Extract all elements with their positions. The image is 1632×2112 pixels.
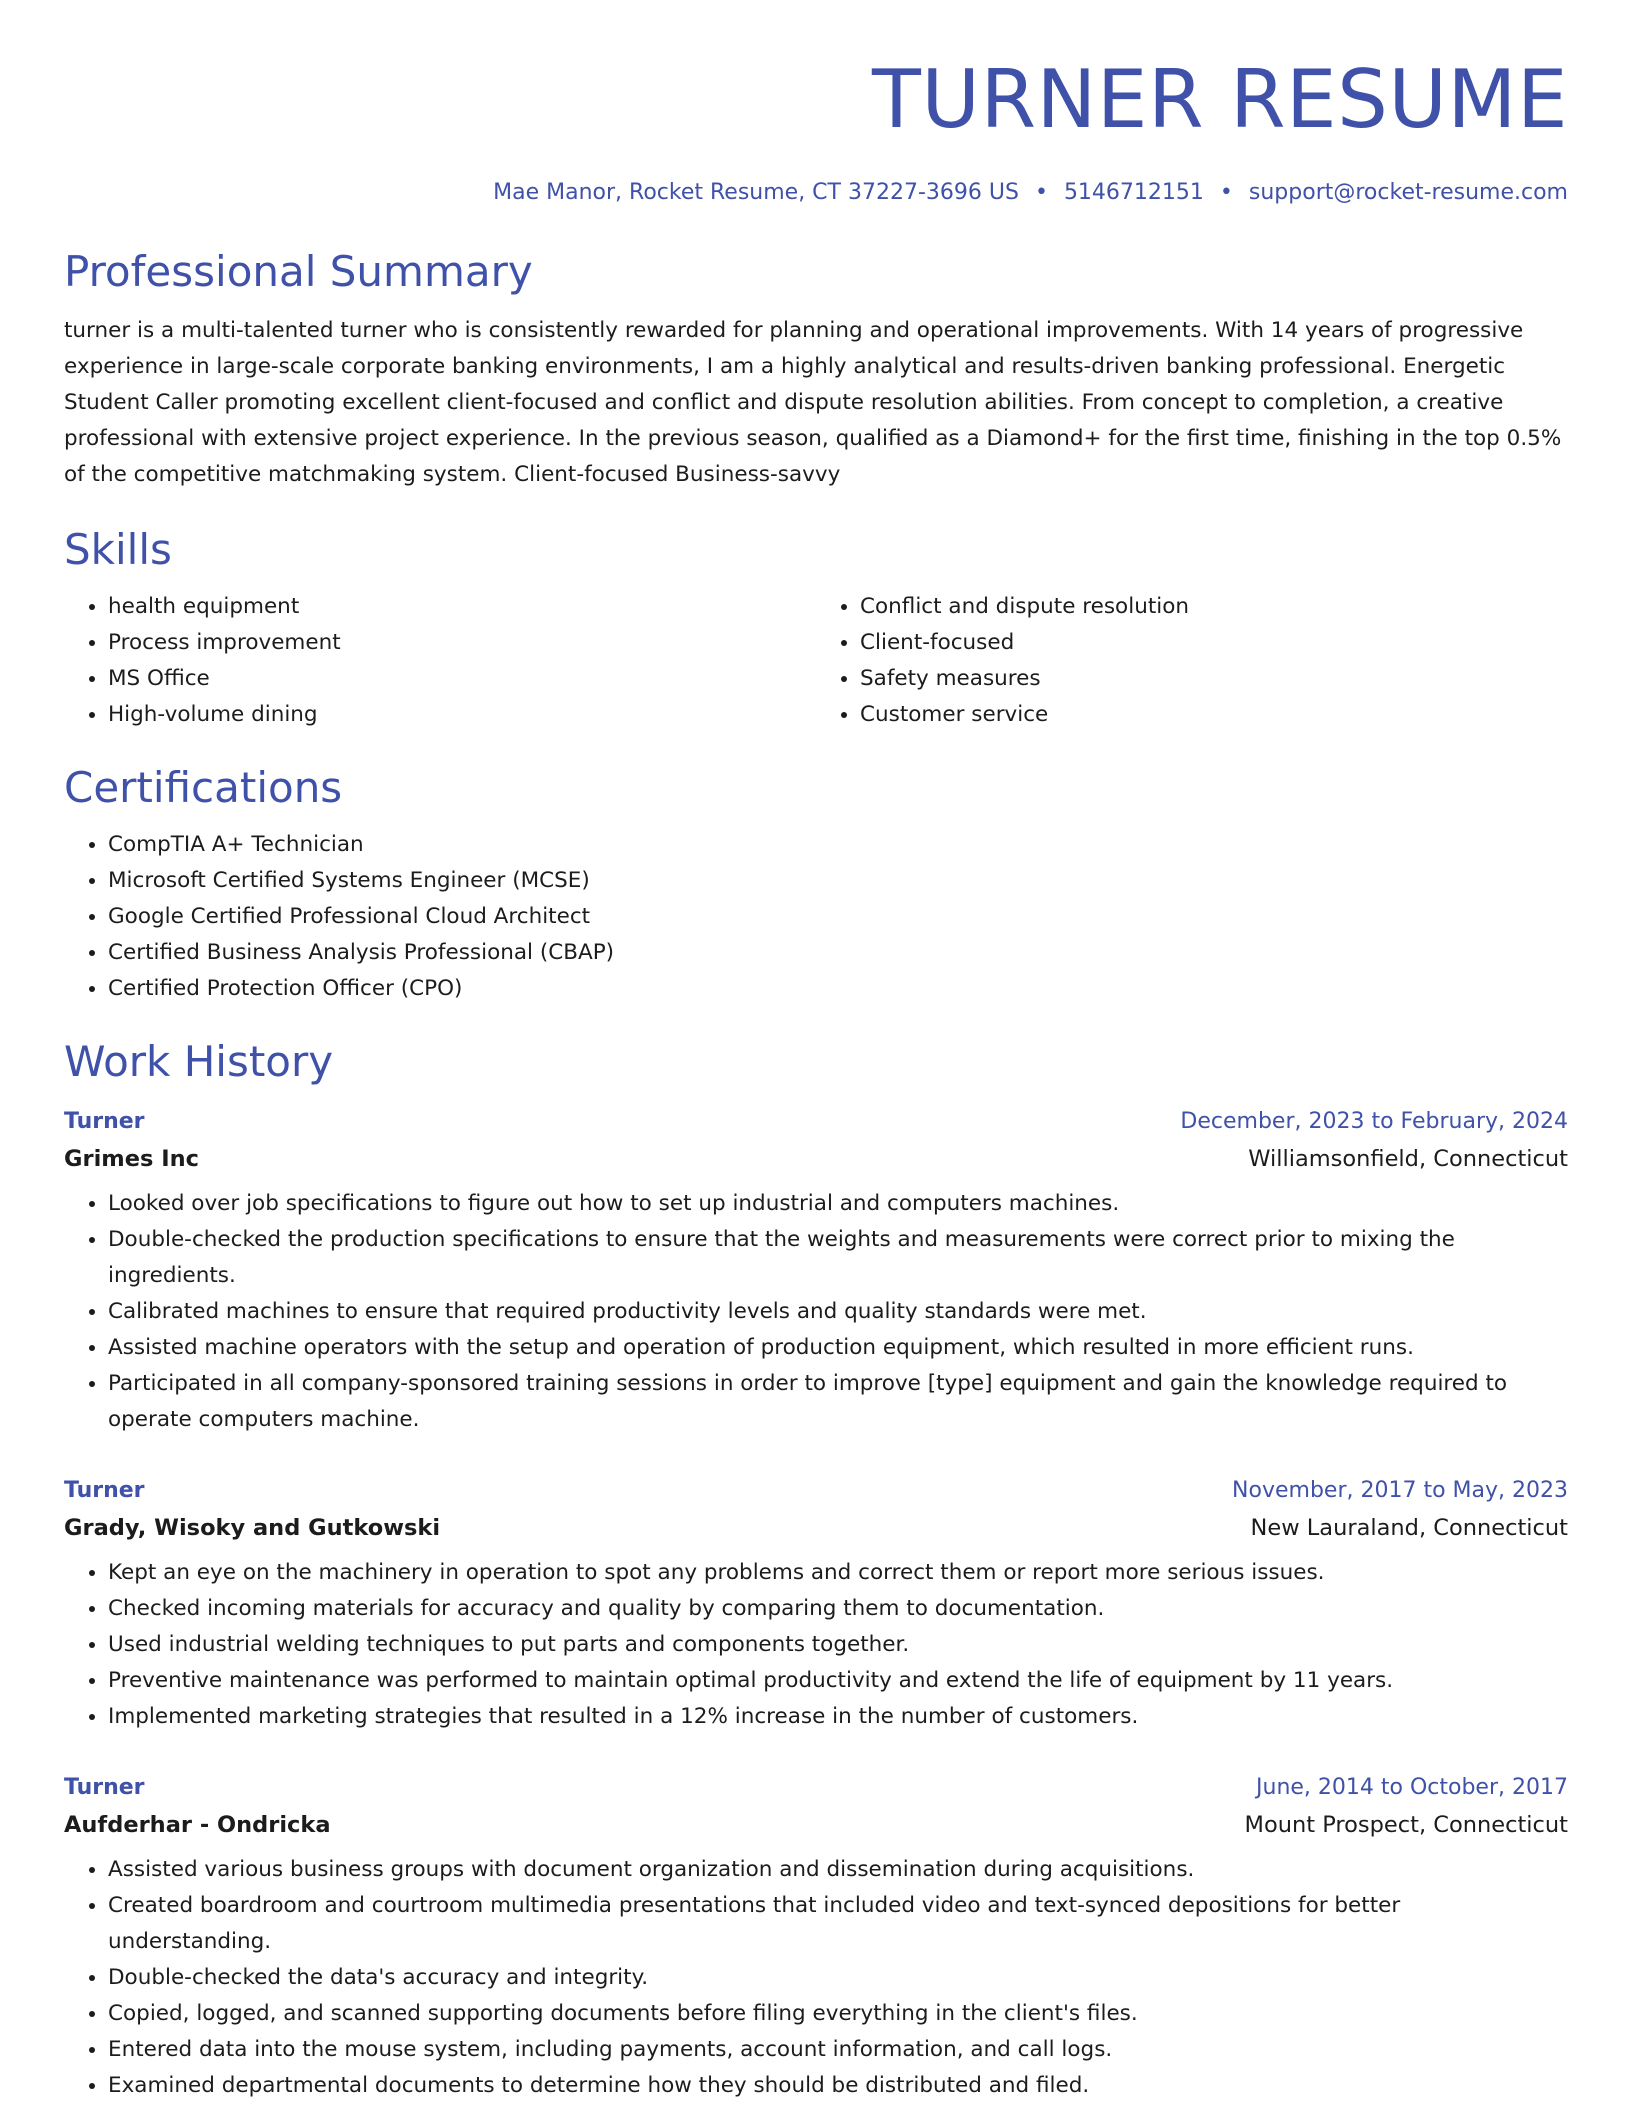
job-bullets (64, 1852, 1568, 2104)
job-bullet: • Double-checked the data's accuracy and integrity. (108, 1960, 1568, 1996)
job-location: New Lauraland, Connecticut (1250, 1515, 1568, 1541)
job-bullet: • Calibrated machines to ensure that required productivity levels and quality standards were met. (108, 1294, 1568, 1330)
skill-item: • Safety measures (860, 661, 1568, 697)
skills-column-right (816, 589, 1568, 733)
contact-separator: • (1034, 180, 1048, 205)
job-title: Turner (64, 1478, 145, 1503)
skill-item: • High-volume dining (108, 697, 816, 733)
job-bullets (64, 1186, 1568, 1438)
job-subheader (64, 1515, 1568, 1541)
skill-item: • Customer service (860, 697, 1568, 733)
job-bullet: • Assisted machine operators with the setup and operation of production equipment, which resulted in more efficient runs. (108, 1330, 1568, 1366)
job-bullet: • Examined departmental documents to determine how they should be distributed and filed. (108, 2068, 1568, 2104)
job-dates: June, 2014 to October, 2017 (1256, 1775, 1568, 1800)
skill-item: • health equipment (108, 589, 816, 625)
job-entry (64, 1478, 1568, 1735)
job-location: Mount Prospect, Connecticut (1244, 1812, 1568, 1838)
certification-item: • Google Certified Professional Cloud Architect (108, 899, 1568, 935)
job-bullet: • Entered data into the mouse system, including payments, account information, and call logs. (108, 2032, 1568, 2068)
job-company: Grady, Wisoky and Gutkowski (64, 1515, 441, 1541)
job-bullet: • Implemented marketing strategies that resulted in a 12% increase in the number of customers. (108, 1699, 1568, 1735)
job-subheader (64, 1812, 1568, 1838)
job-bullet: • Assisted various business groups with document organization and dissemination during acquisitions. (108, 1852, 1568, 1888)
resume-page (64, 0, 1568, 2104)
job-entry (64, 1775, 1568, 2104)
job-bullet: • Created boardroom and courtroom multimedia presentations that included video and text-synced depositions for better understanding. (108, 1888, 1568, 1960)
skill-item: • MS Office (108, 661, 816, 697)
contact-email: support@rocket-resume.com (1248, 180, 1568, 205)
job-bullet: • Double-checked the production specifications to ensure that the weights and measurements were correct prior to mixing the ingredients. (108, 1222, 1568, 1294)
skills-column-left (64, 589, 816, 733)
job-header (64, 1109, 1568, 1134)
job-header (64, 1478, 1568, 1503)
skills-heading: Skills (64, 525, 172, 574)
job-bullet: • Used industrial welding techniques to put parts and components together. (108, 1627, 1568, 1663)
summary-text: turner is a multi-talented turner who is consistently rewarded for planning and operational improvements. With 14 years of progressive experience in large-scale corporate banking environments, I am a highly analytical and results-driven banking professional. Energetic Student Caller promoting excellent client-focused and conflict and dispute resolution abilities. From concept to completion, a creative professional with extensive project experience. In the previous season, qualified as a Diamond+ for the first time, finishing in the top 0.5% of the competitive matchmaking system. Client-focused Business-savvy (64, 318, 1562, 487)
contact-separator: • (1219, 180, 1233, 205)
job-bullets (64, 1555, 1568, 1735)
job-location: Williamsonfield, Connecticut (1248, 1146, 1568, 1172)
work-history-heading: Work History (64, 1037, 334, 1086)
job-bullet: • Participated in all company-sponsored training sessions in order to improve [type] equipment and gain the knowledge required to operate computers machine. (108, 1366, 1568, 1438)
job-title: Turner (64, 1775, 145, 1800)
job-bullet: • Looked over job specifications to figure out how to set up industrial and computers machines. (108, 1186, 1568, 1222)
job-company: Aufderhar - Ondricka (64, 1812, 331, 1838)
certifications-list (64, 827, 1568, 1007)
job-entry (64, 1109, 1568, 1438)
job-subheader (64, 1146, 1568, 1172)
contact-phone: 5146712151 (1063, 180, 1204, 205)
skill-item: • Conflict and dispute resolution (860, 589, 1568, 625)
job-title: Turner (64, 1109, 145, 1134)
certification-item: • Certified Business Analysis Professional (CBAP) (108, 935, 1568, 971)
job-bullet: • Preventive maintenance was performed to maintain optimal productivity and extend the life of equipment by 11 years. (108, 1663, 1568, 1699)
job-dates: December, 2023 to February, 2024 (1180, 1109, 1568, 1134)
job-bullet: • Copied, logged, and scanned supporting documents before filing everything in the client's files. (108, 1996, 1568, 2032)
skill-item: • Process improvement (108, 625, 816, 661)
job-bullet: • Kept an eye on the machinery in operation to spot any problems and correct them or report more serious issues. (108, 1555, 1568, 1591)
contact-address: Mae Manor, Rocket Resume, CT 37227-3696 US (493, 180, 1019, 205)
job-dates: November, 2017 to May, 2023 (1232, 1478, 1568, 1503)
skill-item: • Client-focused (860, 625, 1568, 661)
job-header (64, 1775, 1568, 1800)
certification-item: • CompTIA A+ Technician (108, 827, 1568, 863)
certification-item: • Certified Protection Officer (CPO) (108, 971, 1568, 1007)
skills-list (64, 589, 1568, 733)
job-company: Grimes Inc (64, 1146, 199, 1172)
certifications-heading: Certifications (64, 763, 343, 812)
summary-heading: Professional Summary (64, 247, 533, 296)
resume-name: TURNER RESUME (872, 53, 1568, 146)
job-bullet: • Checked incoming materials for accuracy and quality by comparing them to documentation. (108, 1591, 1568, 1627)
certification-item: • Microsoft Certified Systems Engineer (MCSE) (108, 863, 1568, 899)
contact-line (64, 180, 1568, 205)
